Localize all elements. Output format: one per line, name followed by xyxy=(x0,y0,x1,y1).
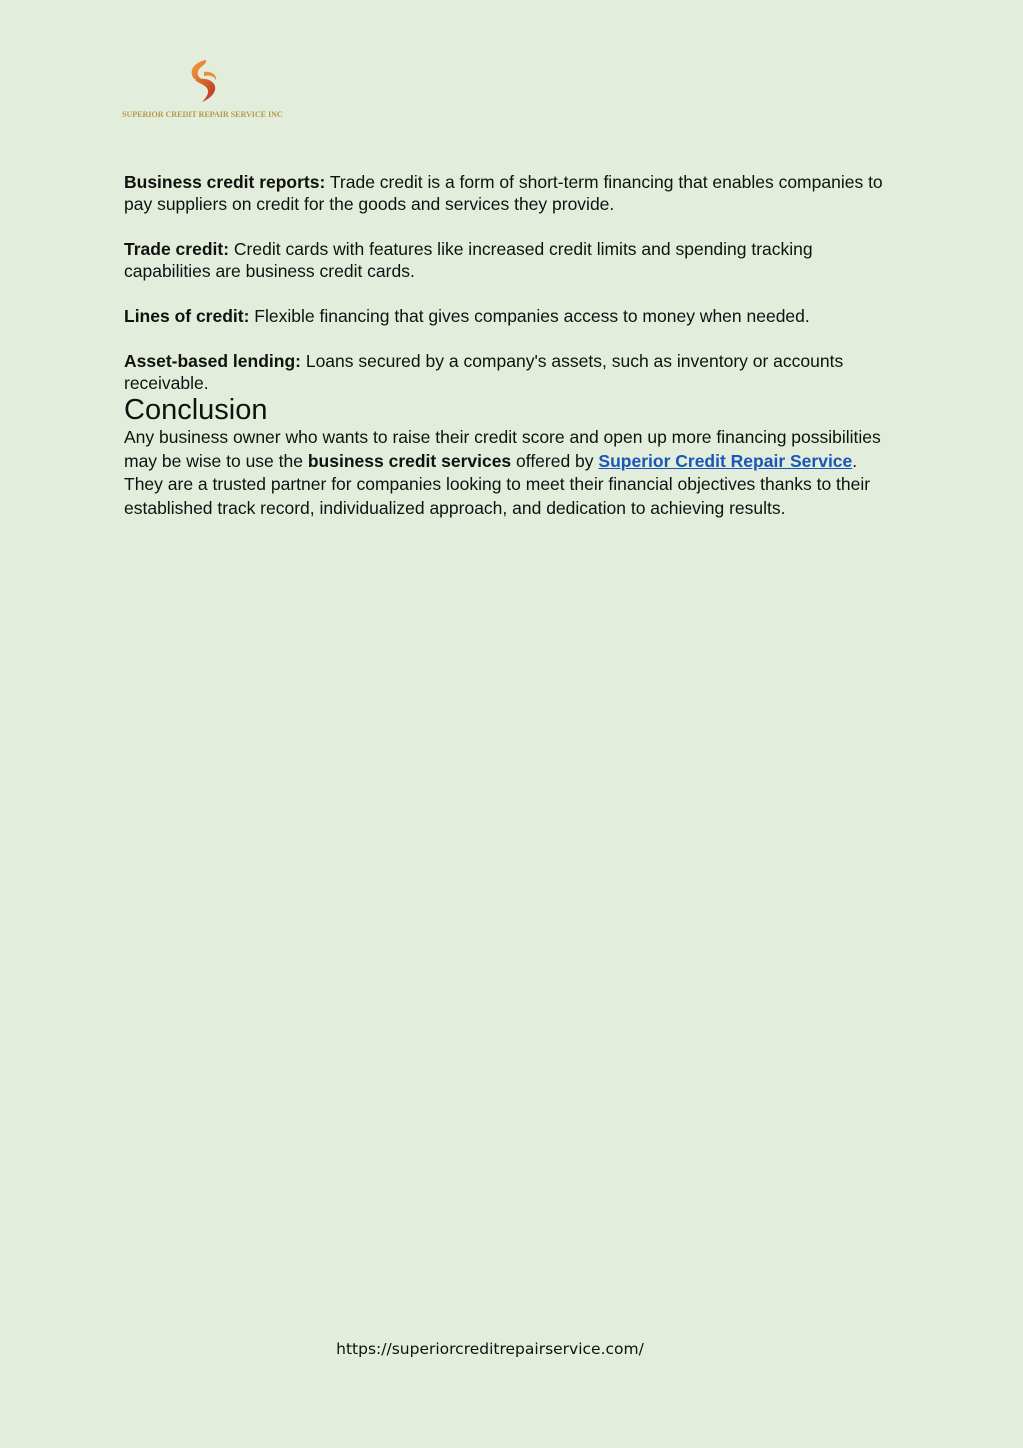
term-description: Flexible financing that gives companies access to money when needed. xyxy=(249,306,810,326)
term-description: Trade credit is a form of short-term financing that enables companies to pay suppliers on credit for the goods and services they provide. xyxy=(124,172,883,214)
term-description: Credit cards with features like increased credit limits and spending tracking capabilities are business credit cards. xyxy=(124,239,813,281)
superior-credit-link[interactable]: Superior Credit Repair Service xyxy=(598,450,853,471)
document-body xyxy=(124,171,894,520)
term-label: Lines of credit: xyxy=(124,306,250,326)
paragraph-lines-of-credit xyxy=(124,305,894,327)
paragraph-asset-based-lending xyxy=(124,350,894,394)
company-logo xyxy=(122,58,292,124)
paragraph-trade-credit xyxy=(124,238,894,282)
conclusion-bold-phrase: business credit services xyxy=(307,450,512,471)
conclusion-paragraph xyxy=(124,426,894,520)
paragraph-business-credit-reports xyxy=(124,171,894,215)
footer-url: https://superiorcreditrepairservice.com/ xyxy=(336,1340,644,1358)
conclusion-text-end: . They are a trusted partner for companies looking to meet their financial objectives thanks to their established track record, individualized approach, and dedication to achieving results. xyxy=(124,450,871,518)
conclusion-text-middle: offered by xyxy=(511,450,599,471)
term-description: Loans secured by a company's assets, such as inventory or accounts receivable. xyxy=(124,351,844,393)
conclusion-heading: Conclusion xyxy=(124,394,268,426)
term-label: Asset-based lending: xyxy=(124,351,301,371)
term-label: Trade credit: xyxy=(124,239,230,259)
conclusion-text-start: Any business owner who wants to raise their credit score and open up more financing possibilities may be wise to use the xyxy=(124,427,881,471)
term-label: Business credit reports: xyxy=(124,172,326,192)
s-swoosh-icon xyxy=(184,58,224,104)
logo-text: SUPERIOR CREDIT REPAIR SERVICE INC xyxy=(122,110,283,119)
